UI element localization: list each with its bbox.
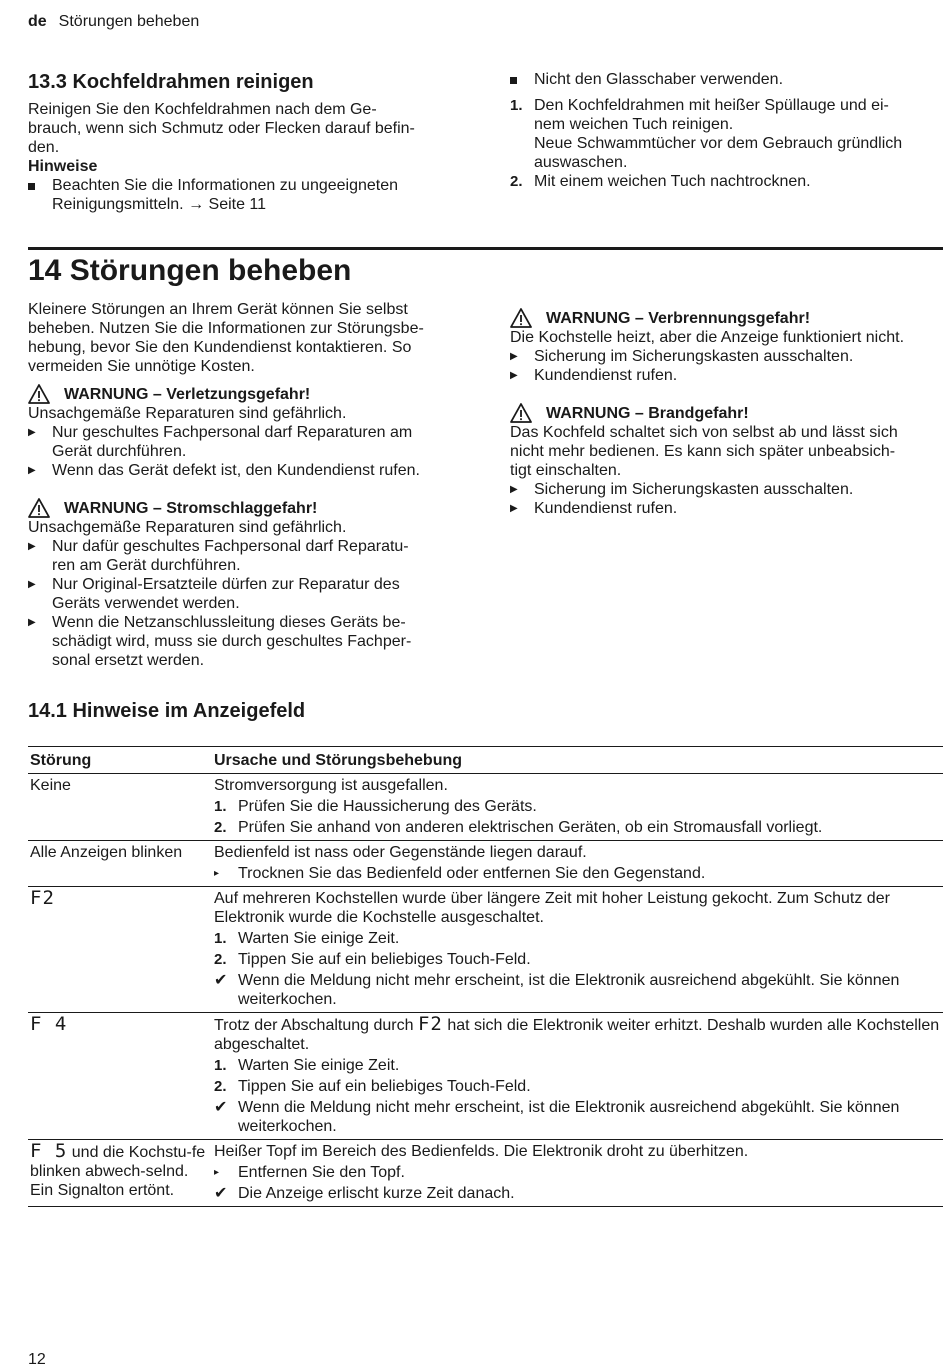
triangle-bullet-icon: ▶ (28, 465, 36, 476)
step-number: 2. (214, 819, 227, 836)
action-item: ▶ Sicherung im Sicherungskasten ausschalten. (510, 481, 854, 498)
square-bullet-icon (510, 70, 517, 89)
warning-text: tigt einschalten. (510, 462, 622, 479)
display-code: F 4 (30, 1013, 68, 1035)
triangle-bullet-icon: ▶ (510, 351, 518, 362)
intro-line: den. (28, 139, 60, 156)
column-header-cause: Ursache und Störungsbehebung (212, 747, 943, 774)
table-row (28, 841, 943, 887)
warning-triangle-icon (510, 403, 532, 423)
page-number: 12 (28, 1351, 46, 1368)
display-code: F 5 (30, 1140, 68, 1162)
intro-line: beheben. Nutzen Sie die Informationen zur Störungsbe- (28, 320, 424, 337)
triangle-bullet-icon: ▶ (28, 617, 36, 628)
warning-text: Die Kochstelle heizt, aber die Anzeige funktioniert nicht. (510, 329, 905, 346)
table-row (28, 774, 943, 841)
chapter-title: 14 Störungen beheben (28, 254, 352, 287)
warning-title: WARNUNG – Brandgefahr! (546, 404, 749, 422)
chapter-14-right (510, 306, 945, 518)
triangle-bullet-icon: ▶ (510, 503, 518, 514)
table-header-row (28, 747, 943, 774)
intro-line: vermeiden Sie unnötige Kosten. (28, 358, 255, 375)
fault-cell (28, 1013, 212, 1140)
fault-cell: F 5 und die Kochstu-fe blinken abwech-selnd. Ein Signalton ertönt. (28, 1140, 212, 1207)
cause-cell: Bedienfeld ist nass oder Gegenstände liegen darauf. ▸ Trocknen Sie das Bedienfeld oder entfernen Sie den Gegenstand. (212, 841, 943, 887)
warning-title: WARNUNG – Stromschlaggefahr! (64, 499, 318, 517)
checkmark-icon: ✔ (214, 972, 228, 989)
table-row (28, 1013, 943, 1140)
running-header (28, 12, 199, 31)
note-item: Nicht den Glasschaber verwenden. (510, 70, 945, 89)
warning-text: Unsachgemäße Reparaturen sind gefährlich. (28, 405, 347, 422)
warning-triangle-icon (28, 384, 50, 404)
action-item: ▶ Wenn das Gerät defekt ist, den Kundendienst rufen. (28, 462, 420, 479)
step-number: 1. (214, 1057, 227, 1074)
warning-electric-shock (28, 498, 468, 518)
triangle-bullet-icon: ▶ (28, 579, 36, 590)
action-item: ▶ Kundendienst rufen. (510, 500, 678, 517)
warning-fire (510, 403, 945, 423)
section-13-3-right (510, 70, 945, 191)
step-number: 2. (214, 1078, 227, 1095)
step-item: 1. Den Kochfeldrahmen mit heißer Spüllauge und ei- nem weichen Tuch reinigen. Neue Schwammtücher vor dem Gebrauch gründlich auswaschen. (510, 97, 903, 171)
step-number: 1. (214, 930, 227, 947)
cause-cell: Stromversorgung ist ausgefallen. 1. Prüfen Sie die Haussicherung des Geräts. 2. Prüfen Sie anhand von anderen elektrischen Geräten, ob ein Stromausfall vorliegt. (212, 774, 943, 841)
triangle-bullet-icon: ▸ (214, 868, 220, 879)
language-code: de (28, 13, 47, 30)
cause-cell: Trotz der Abschaltung durch F2 hat sich die Elektronik weiter erhitzt. Deshalb wurden alle Kochstellen abgeschaltet. 1. Warten Sie einige Zeit. 2. Tippen Sie auf ein beliebiges Touch-Feld. ✔ Wenn die Meldung nicht mehr erscheint, ist die Elektronik ausreichend abgekühlt. Sie können weiterkochen. (212, 1013, 943, 1140)
warning-text: nicht mehr bedienen. Es kann sich später unbeabsich- (510, 443, 896, 460)
action-item: ▶ Wenn die Netzanschlussleitung dieses Geräts be- schädigt wird, muss sie durch geschultes Fachper- sonal ersetzt werden. (28, 614, 412, 669)
column-header-fault: Störung (28, 747, 212, 774)
warning-title: WARNUNG – Verletzungsgefahr! (64, 385, 311, 403)
note-item: Beachten Sie die Informationen zu ungeeigneten Reinigungsmitteln. → Seite 11 (28, 176, 468, 214)
step-number: 2. (510, 173, 523, 190)
fault-table (28, 746, 943, 1207)
step-number: 1. (214, 798, 227, 815)
square-bullet-icon (28, 176, 35, 195)
display-code: F2 (417, 1013, 443, 1035)
display-code: F2 (30, 887, 55, 909)
section-14-1-title: 14.1 Hinweise im Anzeigefeld (28, 700, 306, 722)
table-row (28, 887, 943, 1013)
triangle-bullet-icon: ▶ (510, 484, 518, 495)
page-reference-link[interactable]: Reinigungsmitteln. → Seite 11 (52, 196, 267, 213)
fault-cell (28, 887, 212, 1013)
action-item: ▶ Kundendienst rufen. (510, 367, 678, 384)
warning-title: WARNUNG – Verbrennungsgefahr! (546, 309, 811, 327)
chapter-14-left (28, 300, 468, 670)
warning-text: Unsachgemäße Reparaturen sind gefährlich. (28, 519, 347, 536)
cause-cell: Heißer Topf im Bereich des Bedienfelds. Die Elektronik droht zu überhitzen. ▸ Entfernen Sie den Topf. ✔ Die Anzeige erlischt kurze Zeit danach. (212, 1140, 943, 1207)
warning-injury (28, 384, 468, 404)
triangle-bullet-icon: ▶ (28, 427, 36, 438)
intro-line: Reinigen Sie den Kochfeldrahmen nach dem Ge- (28, 101, 377, 118)
triangle-bullet-icon: ▸ (214, 1167, 220, 1178)
step-number: 1. (510, 97, 523, 114)
action-item: ▶ Nur dafür geschultes Fachpersonal darf Reparatu- ren am Gerät durchführen. (28, 538, 409, 574)
running-header-title: Störungen beheben (58, 13, 200, 30)
intro-line: Kleinere Störungen an Ihrem Gerät können Sie selbst (28, 301, 408, 318)
triangle-bullet-icon: ▶ (28, 541, 36, 552)
warning-triangle-icon (510, 308, 532, 328)
fault-cell: Keine (28, 774, 212, 841)
action-item: ▶ Nur geschultes Fachpersonal darf Reparaturen am Gerät durchführen. (28, 424, 413, 460)
checkmark-icon: ✔ (214, 1099, 228, 1116)
warning-burn (510, 308, 945, 328)
section-13-3-left (28, 70, 468, 214)
warning-text: Das Kochfeld schaltet sich von selbst ab und lässt sich (510, 424, 898, 441)
triangle-bullet-icon: ▶ (510, 370, 518, 381)
table-row (28, 1140, 943, 1207)
note-title: Hinweise (28, 158, 98, 175)
warning-triangle-icon (28, 498, 50, 518)
checkmark-icon: ✔ (214, 1185, 228, 1202)
intro-line: hebung, bevor Sie den Kundendienst kontaktieren. So (28, 339, 412, 356)
step-item: 2. Mit einem weichen Tuch nachtrocknen. (510, 173, 811, 190)
cause-cell: Auf mehreren Kochstellen wurde über längere Zeit mit hoher Leistung gekocht. Zum Schutz der Elektronik wurde die Kochstelle ausgeschaltet. 1. Warten Sie einige Zeit. 2. Tippen Sie auf ein beliebiges Touch-Feld. ✔ Wenn die Meldung nicht mehr erscheint, ist die Elektronik ausreichend abgekühlt. Sie können weiterkochen. (212, 887, 943, 1013)
chapter-divider (28, 247, 943, 250)
fault-cell: Alle Anzeigen blinken (28, 841, 212, 887)
action-item: ▶ Sicherung im Sicherungskasten ausschalten. (510, 348, 854, 365)
section-13-3-title: 13.3 Kochfeldrahmen reinigen (28, 71, 314, 93)
action-item: ▶ Nur Original-Ersatzteile dürfen zur Reparatur des Geräts verwendet werden. (28, 576, 400, 612)
step-number: 2. (214, 951, 227, 968)
intro-line: brauch, wenn sich Schmutz oder Flecken darauf befin- (28, 120, 415, 137)
